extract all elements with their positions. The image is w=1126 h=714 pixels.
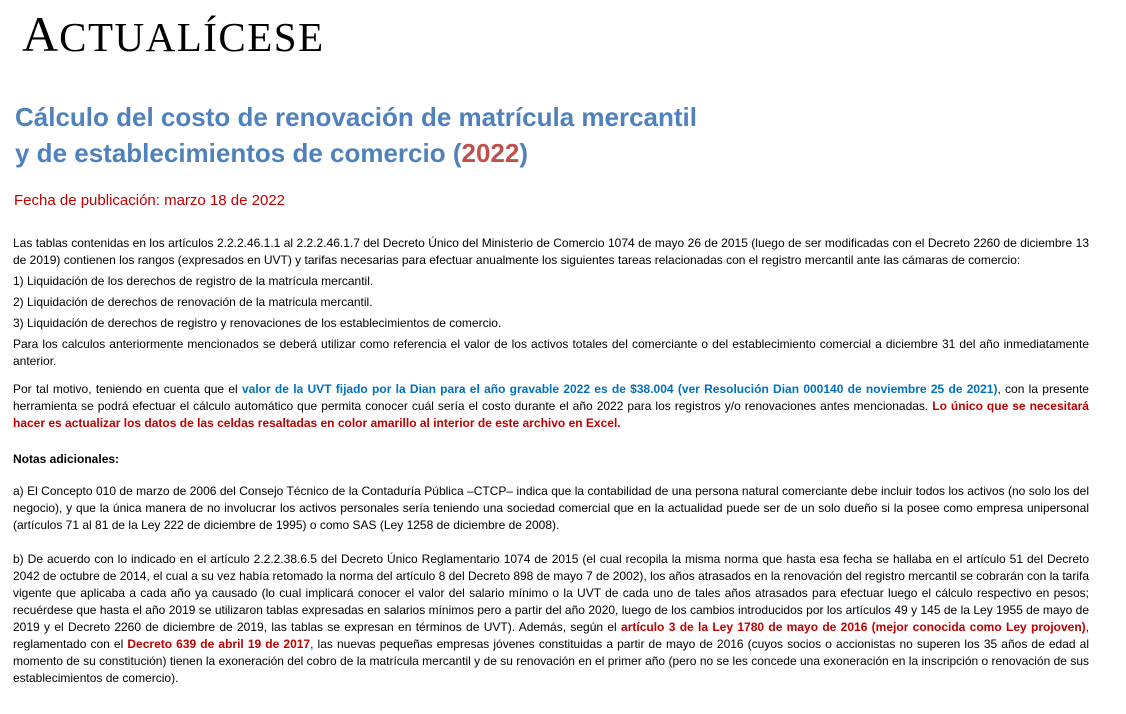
calc-note-paragraph: Para los calculos anteriormente mencionados se deberá utilizar como referencia el valor de los activos totales del comerciante o del establecimiento comercial a diciembre 31 del año inmediatamente anterior. xyxy=(13,337,1089,368)
list-item-1: 1) Liquidación de los derechos de registro de la matrícula mercantil. xyxy=(13,274,374,288)
intro-paragraph: Las tablas contenidas en los artículos 2.2.2.46.1.1 al 2.2.2.46.1.7 del Decreto Único del Ministerio de Comercio 1074 de mayo 26 de 2015 (luego de ser modificadas con el Decreto 2260 de diciembre 13 de 2019) contienen los rangos (expresados en UVT) y tarifas necesarias para efectuar anualmente los siguientes tareas relacionadas con el registro mercantil ante las cámaras de comercio: xyxy=(13,236,1089,267)
title-line-2-prefix: y de establecimientos de comercio ( xyxy=(15,138,462,168)
uvt-suffix: , con la presente herramienta se podrá efectuar el cálculo automático que permita conocer cuál sería el costo durante el año 2022 para los registros y/o renovaciones antes mencionadas. xyxy=(13,382,1089,413)
actualicese-logo xyxy=(22,6,325,65)
notes-heading: Notas adicionales: xyxy=(13,452,120,466)
title-line-2-suffix: ) xyxy=(519,138,529,168)
uvt-red-note: Lo único que se necesitará hacer es actualizar los datos de las celdas resaltadas en color amarillo al interior de este archivo en Excel. xyxy=(13,399,1089,430)
note-b-paragraph xyxy=(13,551,1089,687)
uvt-highlight: valor de la UVT fijado por la Dian para el año gravable 2022 es de $38.004 (ver Resolución Dian 000140 de noviembre 25 de 2021) xyxy=(241,382,998,396)
logo-rest: CTUALÍCESE xyxy=(59,14,325,60)
uvt-prefix: Por tal motivo, teniendo en cuenta que el xyxy=(13,382,242,396)
list-item-3: 3) Liquidación de derechos de registro y renovaciones de los establecimientos de comercio. xyxy=(13,316,502,330)
logo-initial: A xyxy=(22,6,60,62)
title-line-2 xyxy=(15,135,697,171)
publication-date: Fecha de publicación: marzo 18 de 2022 xyxy=(14,192,286,209)
list-item-2: 2) Liquidación de derechos de renovación de la matricula mercantil. xyxy=(13,295,373,309)
document-title xyxy=(15,99,697,171)
uvt-paragraph xyxy=(13,381,1089,432)
note-b-part-3: , las nuevas pequeñas empresas jóvenes constituidas a partir de mayo de 2016 (cuyos socios o accionistas no superen los 35 años de edad al momento de su constitución) tienen la exoneración del cobro de la matrícula mercantil y de su renovación en el primer año (pero no se les concede una exoneración en la inscripción o renovación de sus establecimientos de comercio). xyxy=(13,637,1090,685)
note-b-part-2: , reglamentado con el xyxy=(13,620,1090,651)
document-body xyxy=(13,235,1089,687)
title-year: 2022 xyxy=(461,138,520,168)
title-line-1: Cálculo del costo de renovación de matrícula mercantil xyxy=(15,102,697,132)
note-a-paragraph: a) El Concepto 010 de marzo de 2006 del Consejo Técnico de la Contaduría Pública –CTCP– indica que la contabilidad de una persona natural comerciante debe incluir todos los activos (no solo los del negocio), y que la única manera de no involucrar los activos personales sería teniendo una sociedad comercial que en la actualidad puede ser de un solo dueño si la posee como empresa unipersonal (artículos 71 al 81 de la Ley 222 de diciembre de 1995) o como SAS (Ley 1258 de diciembre de 2008). xyxy=(13,484,1089,532)
note-b-law-reference: artículo 3 de la Ley 1780 de mayo de 2016 (mejor conocida como Ley projoven) xyxy=(621,620,1086,634)
note-b-decree-reference: Decreto 639 de abril 19 de 2017 xyxy=(127,637,311,651)
note-b-part-1: b) De acuerdo con lo indicado en el artículo 2.2.2.38.6.5 del Decreto Único Reglamentario 1074 de 2015 (el cual recopila la misma norma que hasta esa fecha se hallaba en el artículo 51 del Decreto 2042 de octubre de 2014, el cual a su vez había retomado la norma del artículo 8 del Decreto 898 de mayo 7 de 2002), los años atrasados en la renovación del registro mercantil se cobrarán con la tarifa vigente que aplicaba a cada año ya causado (lo cual implicará conocer el valor del salario mínimo o la UVT de cada uno de tales años atrasados para efectuar luego el cálculo respectivo en pesos; recuérdese que hasta el año 2019 se utilizaron tablas expresadas en salarios mínimos pero a partir del año 2020, luego de los cambios introducidos por los artículos 49 y 145 de la Ley 1955 de mayo de 2019 y el Decreto 2260 de diciembre de 2019, las tablas se expresan en términos de UVT). Además, según el xyxy=(13,552,1089,634)
